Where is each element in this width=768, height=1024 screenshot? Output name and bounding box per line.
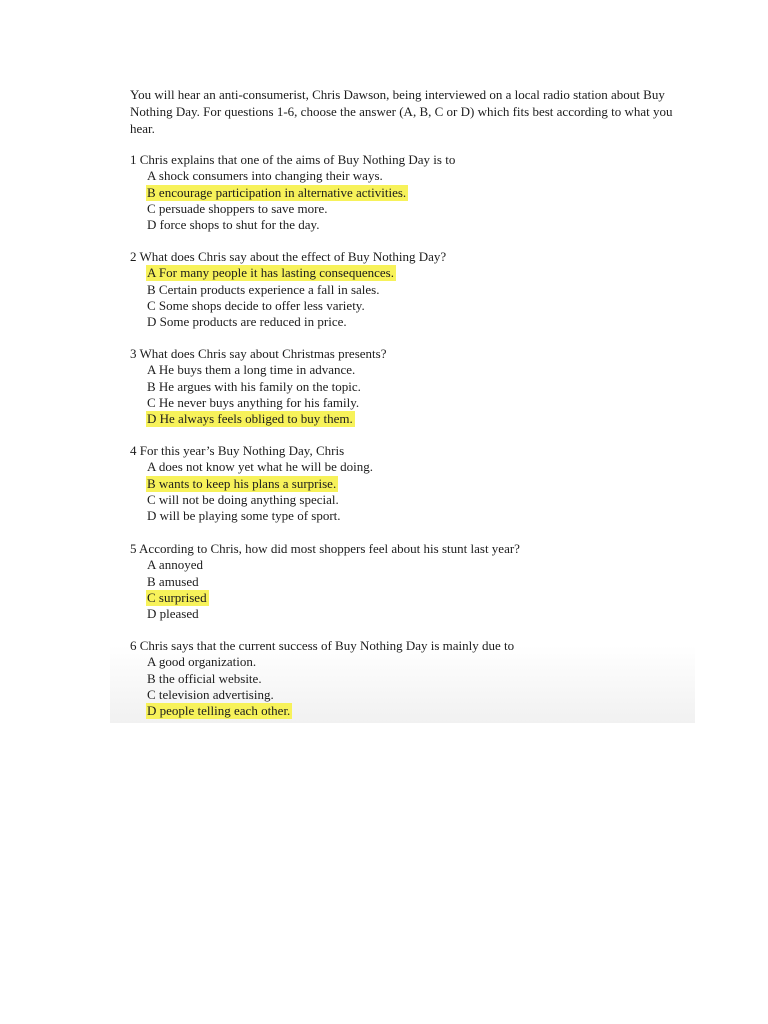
answer-option-b: B the official website. bbox=[147, 670, 262, 686]
question-5 bbox=[130, 541, 695, 622]
question-stem: 3 What does Chris say about Christmas presents? bbox=[130, 346, 387, 361]
answer-option-d: D pleased bbox=[147, 606, 199, 622]
answer-option-c: C will not be doing anything special. bbox=[147, 491, 339, 507]
answer-option-a: A He buys them a long time in advance. bbox=[147, 362, 356, 378]
answer-option-d: D force shops to shut for the day. bbox=[147, 217, 320, 233]
answer-option-d-highlighted: D people telling each other. bbox=[147, 703, 291, 719]
answer-option-d: D will be playing some type of sport. bbox=[147, 508, 341, 524]
answer-options bbox=[130, 168, 695, 233]
answer-options bbox=[130, 459, 695, 524]
answer-option-b-highlighted: B encourage participation in alternative activities. bbox=[147, 184, 407, 200]
question-stem: 4 For this year’s Buy Nothing Day, Chris bbox=[130, 443, 345, 458]
question-stem: 6 Chris says that the current success of Buy Nothing Day is mainly due to bbox=[130, 638, 515, 653]
answer-option-a: A does not know yet what he will be doing. bbox=[147, 459, 374, 475]
answer-option-c: C persuade shoppers to save more. bbox=[147, 200, 328, 216]
question-6 bbox=[130, 638, 695, 719]
answer-options bbox=[130, 654, 695, 719]
question-4 bbox=[130, 443, 695, 524]
answer-option-c: C television advertising. bbox=[147, 686, 274, 702]
question-1 bbox=[130, 152, 695, 233]
answer-options bbox=[130, 557, 695, 622]
answer-option-d: D Some products are reduced in price. bbox=[147, 314, 347, 330]
answer-option-c-highlighted: C surprised bbox=[147, 589, 207, 605]
answer-option-b: B He argues with his family on the topic. bbox=[147, 378, 361, 394]
answer-option-a: A good organization. bbox=[147, 654, 257, 670]
answer-options bbox=[130, 265, 695, 330]
answer-option-a: A shock consumers into changing their ways. bbox=[147, 168, 383, 184]
answer-options bbox=[130, 362, 695, 427]
question-stem: 5 According to Chris, how did most shoppers feel about his stunt last year? bbox=[130, 541, 520, 556]
instructions-paragraph: You will hear an anti-consumerist, Chris Dawson, being interviewed on a local radio station about Buy Nothing Day. For questions 1-6, choose the answer (A, B, C or D) which fits best according to what you hear. bbox=[130, 87, 673, 136]
answer-option-c: C He never buys anything for his family. bbox=[147, 394, 360, 410]
question-stem: 2 What does Chris say about the effect of Buy Nothing Day? bbox=[130, 249, 447, 264]
answer-option-a: A annoyed bbox=[147, 557, 203, 573]
answer-option-d-highlighted: D He always feels obliged to buy them. bbox=[147, 411, 353, 427]
answer-option-b: B amused bbox=[147, 573, 199, 589]
answer-option-b-highlighted: B wants to keep his plans a surprise. bbox=[147, 475, 337, 491]
question-3 bbox=[130, 346, 695, 427]
answer-option-c: C Some shops decide to offer less variety. bbox=[147, 297, 365, 313]
answer-option-b: B Certain products experience a fall in sales. bbox=[147, 281, 380, 297]
question-stem: 1 Chris explains that one of the aims of Buy Nothing Day is to bbox=[130, 152, 456, 167]
answer-option-a-highlighted: A For many people it has lasting consequences. bbox=[147, 265, 394, 281]
question-2 bbox=[130, 249, 695, 330]
